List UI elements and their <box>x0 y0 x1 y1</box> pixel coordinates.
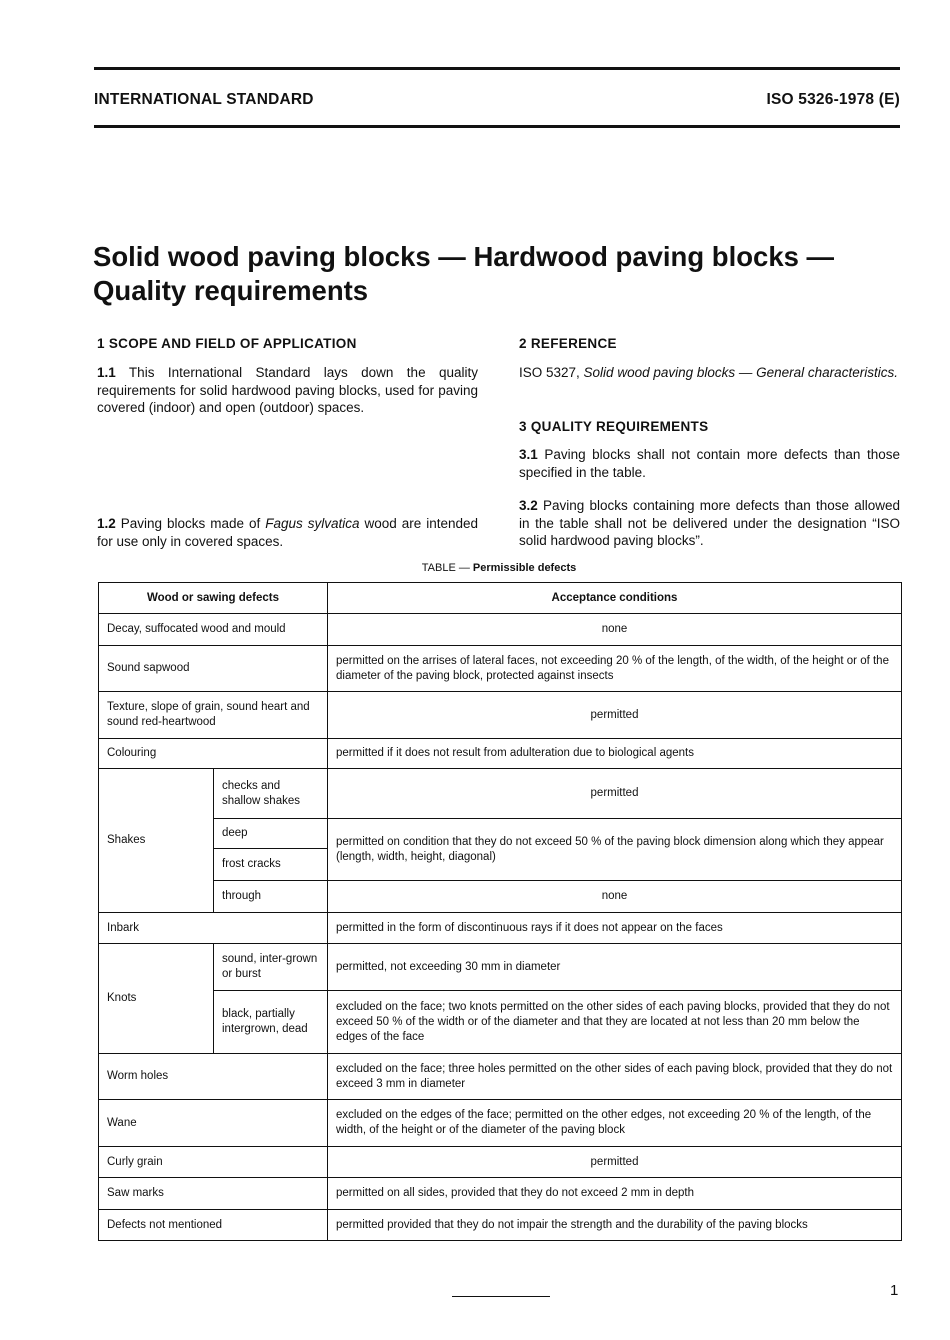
header-rule <box>94 125 900 128</box>
clause-1-2-text-pre: Paving blocks made of <box>115 516 266 531</box>
col-header-defects: Wood or sawing defects <box>99 583 328 614</box>
condition-cell: excluded on the face; three holes permitted on the other sides of each paving block, provided that they do not exceed 3 mm in diameter <box>328 1054 902 1100</box>
clause-3-1 <box>519 446 900 481</box>
clause-1-1 <box>97 364 478 417</box>
condition-cell: permitted <box>328 692 902 739</box>
condition-cell: none <box>328 881 902 913</box>
permissible-defects-table <box>98 582 902 1241</box>
condition-cell: excluded on the edges of the face; permitted on the other edges, not exceeding 20 % of the length, of the width, of the height or of the diameter of the paving block <box>328 1100 902 1147</box>
table-row <box>99 692 902 739</box>
table-row <box>99 881 902 913</box>
clause-3-2 <box>519 497 900 550</box>
section-1-heading: 1 SCOPE AND FIELD OF APPLICATION <box>97 336 357 351</box>
table-row <box>99 991 902 1054</box>
defect-subtype-cell: black, partially intergrown, dead <box>214 991 328 1054</box>
condition-cell: permitted provided that they do not impair the strength and the durability of the paving blocks <box>328 1210 902 1241</box>
defect-cell: Defects not mentioned <box>99 1210 328 1241</box>
header-standard-type: INTERNATIONAL STANDARD <box>94 91 314 108</box>
defect-subtype-cell: through <box>214 881 328 913</box>
clause-3-2-number: 3.2 <box>519 498 538 513</box>
title-line-2: Quality requirements <box>93 275 369 306</box>
species-name: Fagus sylvatica <box>265 516 360 531</box>
condition-cell: permitted <box>328 769 902 819</box>
clause-3-1-text: Paving blocks shall not contain more defects than those specified in the table. <box>519 447 900 480</box>
condition-cell: permitted, not exceeding 30 mm in diameter <box>328 944 902 991</box>
table-row <box>99 614 902 646</box>
defect-group-knots: Knots <box>99 944 214 1054</box>
header-standard-number: ISO 5326-1978 (E) <box>766 91 900 108</box>
defect-cell: Decay, suffocated wood and mould <box>99 614 328 646</box>
reference-id: ISO 5327, <box>519 365 584 380</box>
table-header-row <box>99 583 902 614</box>
defect-cell: Texture, slope of grain, sound heart and sound red-heartwood <box>99 692 328 739</box>
title-line-1: Solid wood paving blocks — Hardwood paving blocks — <box>93 241 835 272</box>
clause-1-2 <box>97 515 478 550</box>
defect-cell: Worm holes <box>99 1054 328 1100</box>
table-row <box>99 1147 902 1178</box>
col-header-conditions: Acceptance conditions <box>328 583 902 614</box>
section-2-heading: 2 REFERENCE <box>519 336 617 351</box>
top-rule <box>94 67 900 70</box>
clause-1-1-number: 1.1 <box>97 365 116 380</box>
defect-group-shakes: Shakes <box>99 769 214 913</box>
document-title <box>93 240 893 308</box>
table-caption-title: Permissible defects <box>472 562 577 574</box>
defect-cell: Wane <box>99 1100 328 1147</box>
table-row <box>99 769 902 819</box>
table-row <box>99 944 902 991</box>
footer-rule <box>452 1296 550 1297</box>
table-caption-prefix: TABLE — <box>421 562 473 574</box>
condition-cell: permitted in the form of discontinuous rays if it does not appear on the faces <box>328 913 902 944</box>
defect-subtype-cell: checks and shallow shakes <box>214 769 328 819</box>
defect-cell: Inbark <box>99 913 328 944</box>
table-row <box>99 1210 902 1241</box>
defect-cell: Saw marks <box>99 1178 328 1210</box>
table-row <box>99 913 902 944</box>
table-caption <box>98 562 900 574</box>
table-row <box>99 819 902 849</box>
clause-1-1-text: This International Standard lays down the quality requirements for solid hardwood paving blocks, used for paving covered (indoor) and open (outdoor) spaces. <box>97 365 478 415</box>
clause-1-2-text-post: wood are intended for use only in covered spaces. <box>97 516 478 549</box>
condition-cell: permitted on the arrises of lateral faces, not exceeding 20 % of the length, of the width, of the height or of the diameter of the paving block, protected against insects <box>328 646 902 692</box>
section-3-heading: 3 QUALITY REQUIREMENTS <box>519 419 709 434</box>
condition-cell: permitted <box>328 1147 902 1178</box>
defect-subtype-cell: frost cracks <box>214 849 328 881</box>
clause-3-2-text: Paving blocks containing more defects than those allowed in the table shall not be delivered under the designation “ISO solid hardwood paving blocks”. <box>519 498 900 548</box>
page-number: 1 <box>890 1282 899 1299</box>
condition-cell: permitted on condition that they do not exceed 50 % of the paving block dimension along which they appear (length, width, height, diagonal) <box>328 819 902 881</box>
defect-subtype-cell: deep <box>214 819 328 849</box>
defect-cell: Colouring <box>99 739 328 769</box>
reference-title: Solid wood paving blocks — General characteristics. <box>583 365 898 380</box>
table-row <box>99 739 902 769</box>
defect-cell: Curly grain <box>99 1147 328 1178</box>
table-row <box>99 1100 902 1147</box>
condition-cell: excluded on the face; two knots permitted on the other sides of each paving blocks, provided that they do not exceed 50 % of the width or of the diameter and that they are located at not less than 20 mm below the edges of the face <box>328 991 902 1054</box>
defect-cell: Sound sapwood <box>99 646 328 692</box>
clause-3-1-number: 3.1 <box>519 447 538 462</box>
table-row <box>99 1178 902 1210</box>
condition-cell: permitted if it does not result from adulteration due to biological agents <box>328 739 902 769</box>
defect-subtype-cell: sound, inter-grown or burst <box>214 944 328 991</box>
condition-cell: permitted on all sides, provided that they do not exceed 2 mm in depth <box>328 1178 902 1210</box>
condition-cell: none <box>328 614 902 646</box>
clause-1-2-number: 1.2 <box>97 516 116 531</box>
table-row <box>99 646 902 692</box>
table-row <box>99 1054 902 1100</box>
reference-entry <box>519 364 900 382</box>
